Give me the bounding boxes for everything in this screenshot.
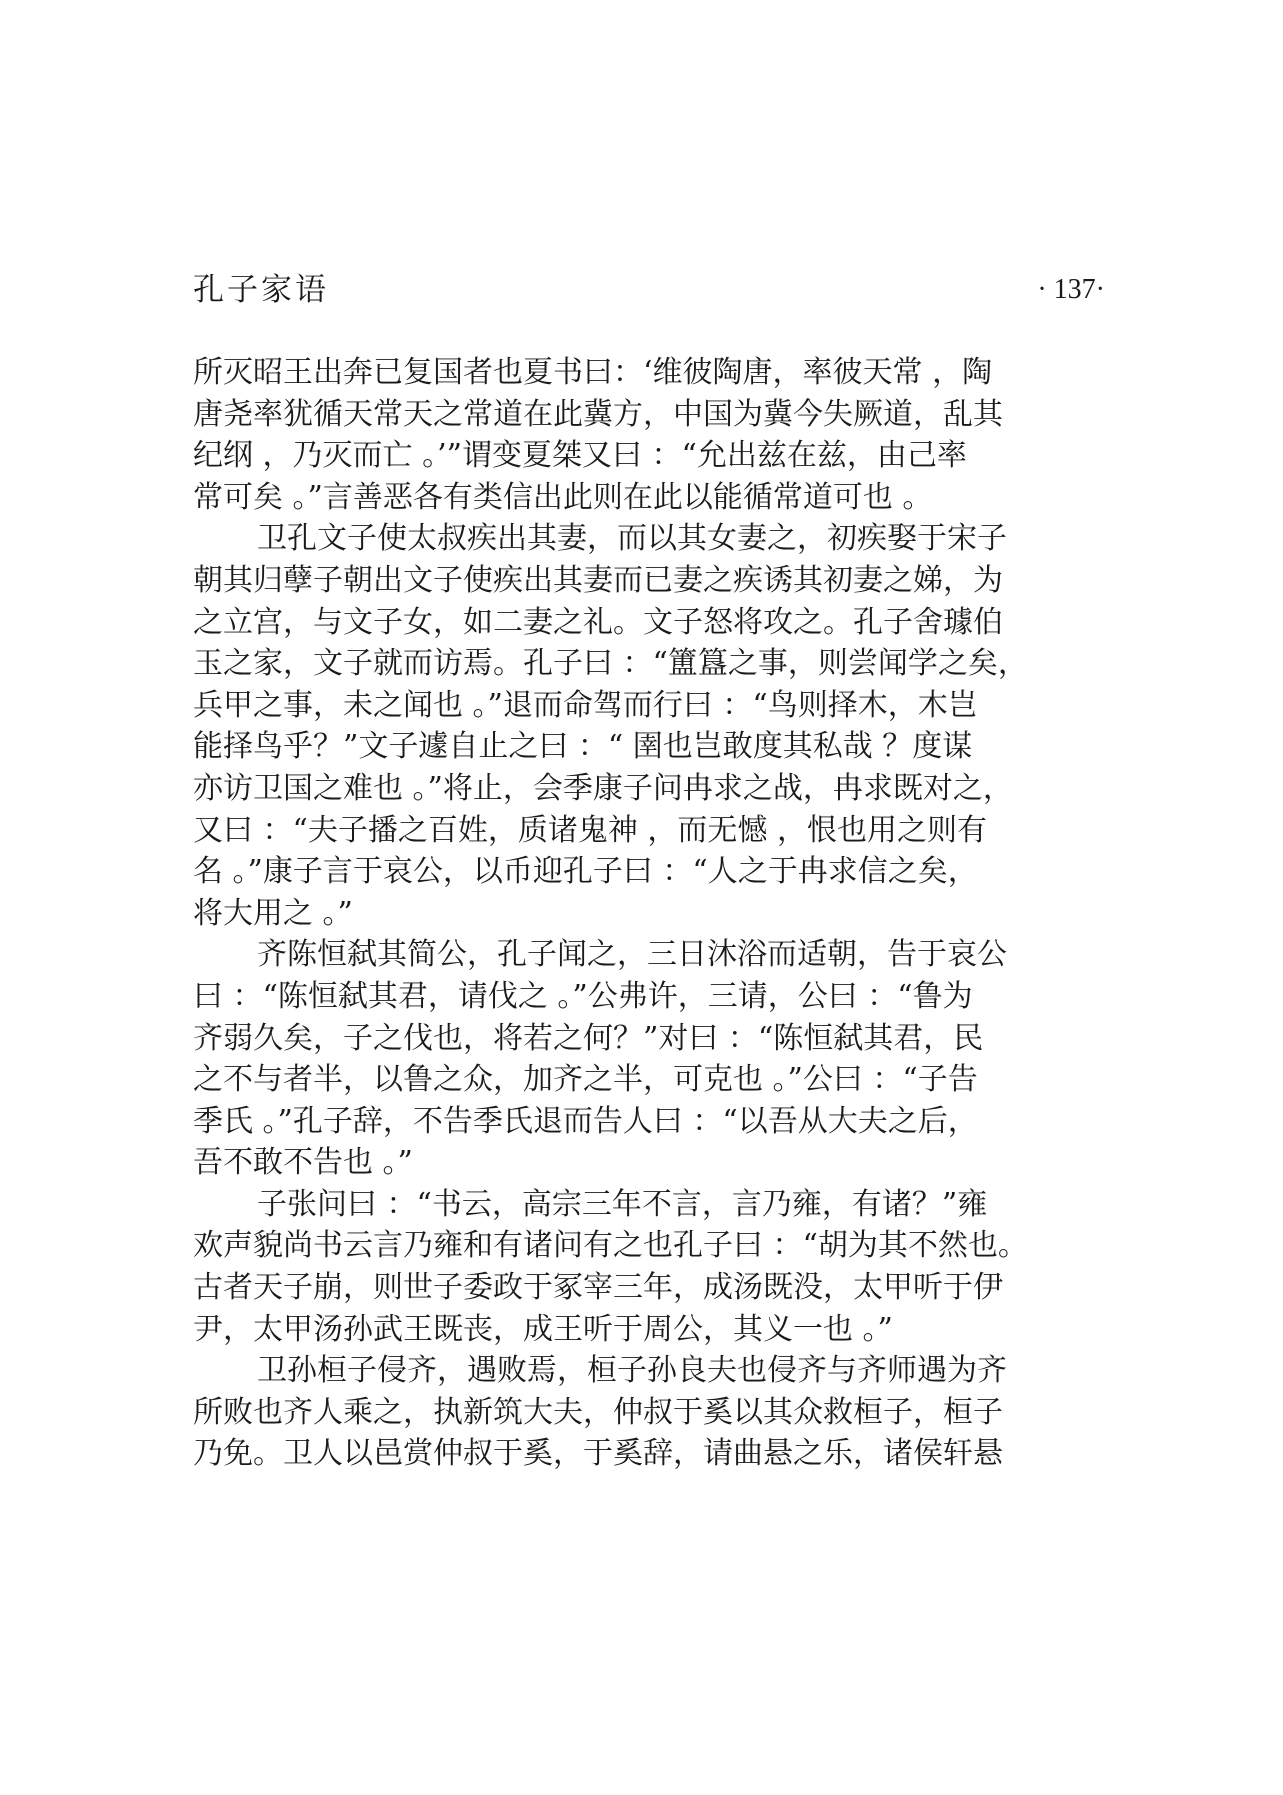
text-line: 古者天子崩，则世子委政于冢宰三年，成汤既没，太甲听于伊 — [193, 1270, 1003, 1306]
text-line: 所败也齐人乘之，执新筑大夫，仲叔于奚以其众救桓子，桓子 — [193, 1394, 1003, 1430]
text-line: 所灭昭王出奔已复国者也夏书曰：‘维彼陶唐，率彼天常 ，陶 — [193, 355, 993, 390]
running-head — [193, 268, 1105, 312]
paragraph-first-line: 卫孔文子使太叔疾出其妻，而以其女妻之，初疾娶于宋子 — [257, 521, 1007, 557]
text-line: 常可矣 。”言善恶各有类信出此则在此以能循常道可也 。 — [193, 479, 933, 515]
text-line: 齐弱久矣，子之伐也，将若之何？”对曰 ：“陈恒弑其君，民 — [193, 1020, 984, 1056]
text-line: 将大用之 。” — [193, 895, 353, 931]
text-line: 乃免。卫人以邑赏仲叔于奚，于奚辞，请曲悬之乐，诸侯轩悬 — [193, 1436, 1003, 1472]
text-line: 之立宫，与文子女，如二妻之礼。文子怒将攻之。孔子舍璩伯 — [193, 604, 1003, 640]
body-text — [193, 352, 1105, 1475]
text-line: 唐尧率犹循天常天之常道在此冀方，中国为冀今失厥道，乱其 — [193, 396, 1003, 432]
text-line: 尹，太甲汤孙武王既丧，成王听于周公，其义一也 。” — [193, 1311, 893, 1347]
text-line: 亦访卫国之难也 。”将止，会季康子问冉求之战，冉求既对之， — [193, 770, 1013, 806]
paragraph-first-line: 卫孙桓子侵齐，遇败焉，桓子孙良夫也侵齐与齐师遇为齐 — [257, 1353, 1007, 1389]
text-line: 名 。”康子言于哀公，以币迎孔子曰 ：“人之于冉求信之矣， — [193, 854, 978, 890]
page-number: · 137· — [1037, 274, 1105, 305]
text-line: 又曰 ：“夫子播之百姓，质诸鬼神 ，而无憾 ，恨也用之则有 — [193, 812, 987, 848]
text-line: 兵甲之事，未之闻也 。”退而命驾而行曰 ：“鸟则择木，木岂 — [193, 687, 978, 723]
text-line: 吾不敢不告也 。” — [193, 1145, 413, 1181]
paragraph-first-line: 齐陈恒弑其简公，孔子闻之，三日沐浴而适朝，告于哀公 — [257, 937, 1007, 973]
text-line: 能择鸟乎？”文子遽自止之曰 ：“ 圉也岂敢度其私哉 ？度谋 — [193, 729, 973, 765]
text-line: 欢声貌尚书云言乃雍和有诸问有之也孔子曰 ：“胡为其不然也。 — [193, 1228, 1028, 1264]
text-line: 朝其归孽子朝出文子使疾出其妻而已妻之疾诱其初妻之娣，为 — [193, 562, 1003, 598]
text-line: 之不与者半，以鲁之众，加齐之半，可克也 。”公曰 ：“子告 — [193, 1062, 978, 1098]
paragraph-first-line: 子张问曰 ：“书云，高宗三年不言，言乃雍，有诸？”雍 — [257, 1186, 988, 1222]
book-title: 孔子家语 — [193, 272, 329, 308]
text-line: 纪纲 ，乃灭而亡 。’”谓变夏桀又曰 ：“允出兹在兹，由己率 — [193, 438, 967, 474]
text-line: 季氏 。”孔子辞，不告季氏退而告人曰 ：“以吾从大夫之后， — [193, 1103, 978, 1139]
text-line: 曰 ：“陈恒弑其君，请伐之 。”公弗许，三请，公曰 ：“鲁为 — [193, 978, 973, 1014]
text-line: 玉之家，文子就而访焉。孔子曰 ：“簠簋之事，则尝闻学之矣， — [193, 646, 1028, 682]
